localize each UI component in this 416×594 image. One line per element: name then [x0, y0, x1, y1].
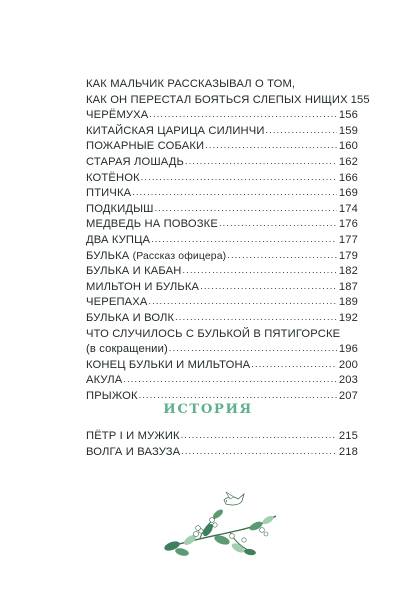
toc-page-number: 177: [338, 233, 358, 246]
toc-entry-title: ЧТО СЛУЧИЛОСЬ С БУЛЬКОЙ В ПЯТИГОРСКЕ: [86, 327, 341, 340]
toc-entry-title: (в сокращении): [86, 343, 168, 356]
toc-entry[interactable]: [86, 342, 358, 358]
toc-page-number: 203: [338, 374, 358, 387]
toc-entry-title: ПОДКИДЫШ: [86, 202, 154, 215]
toc-entry-title-main: БУЛЬКА: [86, 249, 130, 262]
toc-leader-dots: [251, 357, 337, 373]
toc-page-number: 187: [338, 280, 358, 293]
toc-entry[interactable]: [86, 311, 358, 327]
toc-leader-dots: [141, 170, 337, 186]
toc-entry-title: [86, 249, 226, 265]
toc-leader-dots: [227, 248, 337, 264]
toc-page-number: 176: [338, 218, 358, 231]
toc-entry-title: ДВА КУПЦА: [86, 233, 151, 246]
toc-page-number: 200: [338, 358, 358, 371]
toc-leader-dots: [123, 372, 337, 388]
toc-entry[interactable]: [86, 217, 358, 233]
toc-leader-dots: [205, 138, 337, 154]
toc-entry-title: ПЁТР I И МУЖИК: [86, 430, 180, 442]
toc-entry-title: МИЛЬТОН И БУЛЬКА: [86, 280, 200, 293]
toc-leader-dots: [148, 294, 337, 310]
toc-entry-title: КОТЁНОК: [86, 171, 140, 184]
toc-leader-dots: [182, 263, 337, 279]
leaves: [163, 508, 275, 557]
toc-leader-dots: [151, 232, 337, 248]
toc-leader-dots: [181, 444, 337, 460]
toc-entry-title: КОНЕЦ БУЛЬКИ И МИЛЬТОНА: [86, 358, 251, 371]
toc-entry: [86, 77, 358, 93]
toc-entry-title: ПТИЧКА: [86, 187, 132, 200]
toc-entry[interactable]: [86, 233, 358, 249]
toc-entry-title: АКУЛА: [86, 374, 123, 387]
toc-page-number: 160: [338, 140, 358, 153]
toc-entry[interactable]: [86, 373, 358, 389]
toc-entry-title: ПОЖАРНЫЕ СОБАКИ: [86, 140, 205, 153]
toc-entry-title: ЧЕРЕПАХА: [86, 296, 148, 309]
toc-page-number: 207: [338, 389, 358, 402]
toc-leader-dots: [155, 201, 337, 217]
toc-entry-title: КАК ОН ПЕРЕСТАЛ БОЯТЬСЯ СЛЕПЫХ НИЩИХ: [86, 93, 348, 106]
toc-entry[interactable]: [86, 108, 358, 124]
toc-entry-title: КАК МАЛЬЧИК РАССКАЗЫВАЛ О ТОМ,: [86, 78, 296, 90]
table-of-contents-stories: [86, 77, 370, 404]
toc-page-number: 159: [338, 124, 358, 137]
cherry-blossom-branch-with-bird-icon: [160, 490, 280, 562]
toc-leader-dots: [266, 123, 337, 139]
toc-entry[interactable]: [86, 445, 358, 461]
toc-entry-title: МЕДВЕДЬ НА ПОВОЗКЕ: [86, 218, 218, 231]
toc-leader-dots: [185, 154, 337, 170]
toc-page-number: 174: [338, 202, 358, 215]
toc-entry-note: (Рассказ офицера): [132, 250, 227, 262]
toc-page-number: 218: [338, 445, 358, 458]
section-heading-history: ИСТОРИЯ: [163, 402, 253, 417]
toc-page-number: 196: [338, 343, 358, 356]
toc-entry[interactable]: [86, 202, 358, 218]
toc-page-number: 166: [338, 171, 358, 184]
table-of-contents-history: [86, 429, 358, 460]
toc-page-number: 192: [338, 311, 358, 324]
toc-leader-dots: [219, 216, 337, 232]
toc-entry-title: ЧЕРЁМУХА: [86, 109, 149, 122]
bird: [224, 492, 244, 505]
toc-page-number: 215: [338, 430, 358, 442]
toc-leader-dots: [132, 185, 337, 201]
toc-leader-dots: [181, 428, 337, 444]
toc-entry[interactable]: [86, 280, 358, 296]
toc-entry[interactable]: [86, 155, 358, 171]
toc-entry[interactable]: [86, 139, 358, 155]
toc-leader-dots: [149, 107, 337, 123]
toc-page-number: 189: [338, 296, 358, 309]
toc-entry[interactable]: [86, 358, 358, 374]
toc-leader-dots: [200, 279, 337, 295]
toc-entry[interactable]: [86, 264, 358, 280]
branch-stem: [166, 516, 276, 550]
toc-entry-title: ПРЫЖОК: [86, 389, 138, 402]
toc-entry-title: БУЛЬКА И КАБАН: [86, 265, 182, 278]
toc-page-number: 162: [338, 155, 358, 168]
toc-entry-title: КИТАЙСКАЯ ЦАРИЦА СИЛИНЧИ: [86, 124, 265, 137]
toc-entry[interactable]: [86, 429, 358, 445]
toc-entry-title: ВОЛГА И ВАЗУЗА: [86, 445, 181, 458]
toc-entry[interactable]: [86, 249, 358, 265]
toc-entry: [86, 327, 358, 343]
toc-entry[interactable]: [86, 124, 358, 140]
toc-page-number: 182: [338, 265, 358, 278]
toc-leader-dots: [175, 310, 337, 326]
toc-page-number: 156: [338, 109, 358, 122]
toc-entry[interactable]: [86, 186, 358, 202]
toc-entry[interactable]: [86, 93, 370, 109]
toc-page-number: 155: [350, 93, 370, 106]
toc-leader-dots: [169, 341, 337, 357]
toc-page-number: 169: [338, 187, 358, 200]
toc-entry-title: СТАРАЯ ЛОШАДЬ: [86, 155, 184, 168]
toc-entry[interactable]: [86, 171, 358, 187]
toc-page-number: 179: [338, 249, 358, 262]
toc-entry[interactable]: [86, 295, 358, 311]
toc-entry-title: БУЛЬКА И ВОЛК: [86, 311, 175, 324]
